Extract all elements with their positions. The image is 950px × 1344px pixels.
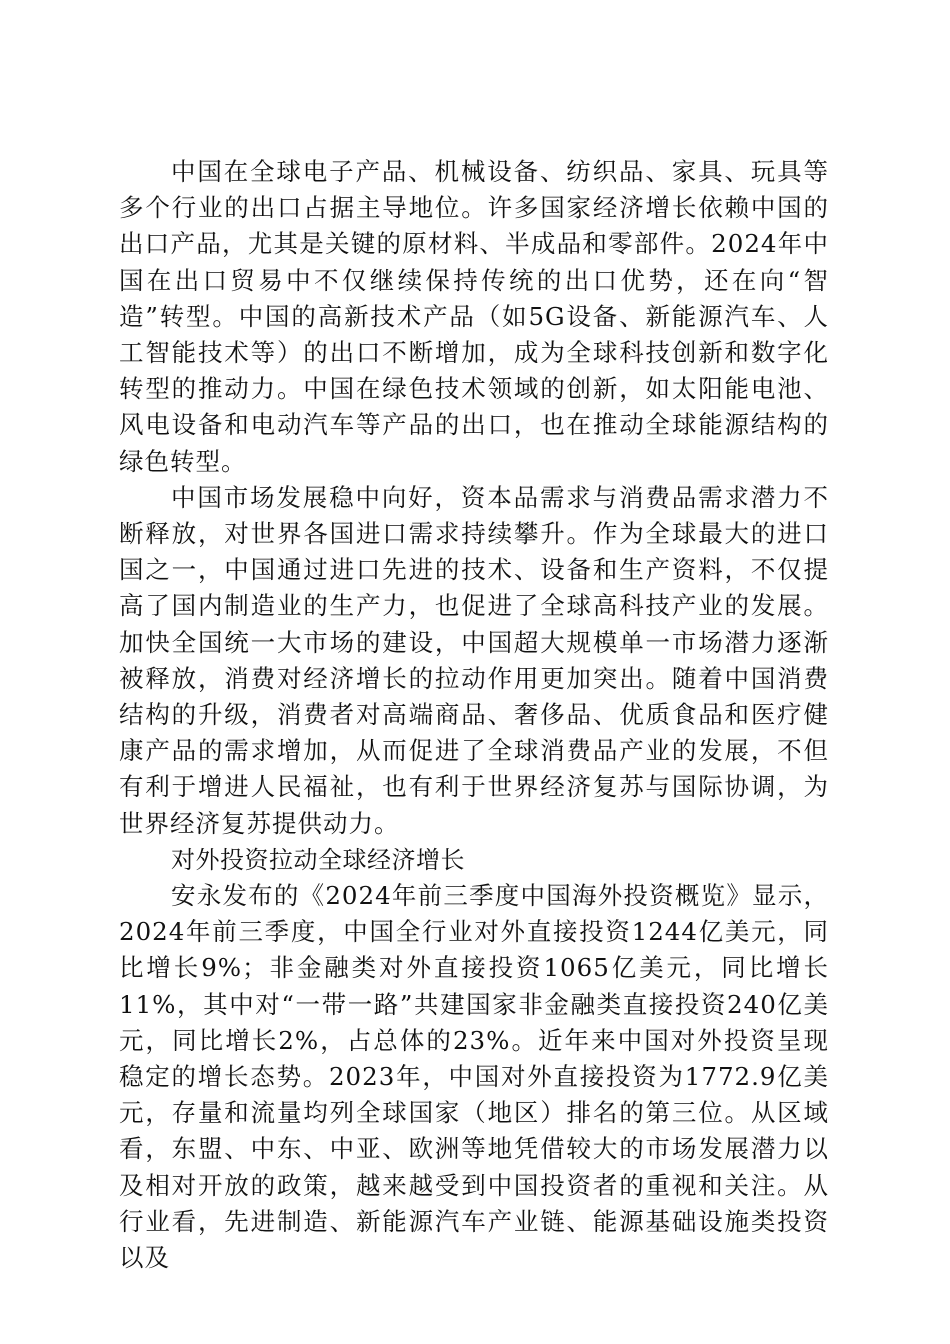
paragraph-import-market: 中国市场发展稳中向好，资本品需求与消费品需求潜力不断释放，对世界各国进口需求持续攀升。作为全球最大的进口国之一，中国通过进口先进的技术、设备和生产资料，不仅提高了国内制造业的生产力，也促进了全球高科技产业的发展。加快全国统一大市场的建设，中国超大规模单一市场潜力逐渐被释放，消费对经济增长的拉动作用更加突出。随着中国消费结构的升级，消费者对高端商品、奢侈品、优质食品和医疗健康产品的需求增加，从而促进了全球消费品产业的发展，不但有利于增进人民福祉，也有利于世界经济复苏与国际协调，为世界经济复苏提供动力。	[119, 482, 829, 838]
document-page	[119, 154, 829, 1276]
paragraph-outbound-investment: 安永发布的《2024年前三季度中国海外投资概览》显示，2024年前三季度，中国全行业对外直接投资1244亿美元，同比增长9%；非金融类对外直接投资1065亿美元，同比增长11%，其中对“一带一路”共建国家非金融类直接投资240亿美元，同比增长2%，占总体的23%。近年来中国对外投资呈现稳定的增长态势。2023年，中国对外直接投资为1772.9亿美元，存量和流量均列全球国家（地区）排名的第三位。从区域看，东盟、中东、中亚、欧洲等地凭借较大的市场发展潜力以及相对开放的政策，越来越受到中国投资者的重视和关注。从行业看，先进制造、新能源汽车产业链、能源基础设施类投资以及	[119, 881, 829, 1273]
paragraph-export-leadership: 中国在全球电子产品、机械设备、纺织品、家具、玩具等多个行业的出口占据主导地位。许多国家经济增长依赖中国的出口产品，尤其是关键的原材料、半成品和零部件。2024年中国在出口贸易中不仅继续保持传统的出口优势，还在向“智造”转型。中国的高新技术产品（如5G设备、新能源汽车、人工智能技术等）的出口不断增加，成为全球科技创新和数字化转型的推动力。中国在绿色技术领域的创新，如太阳能电池、风电设备和电动汽车等产品的出口，也在推动全球能源结构的绿色转型。	[119, 157, 829, 476]
section-heading: 对外投资拉动全球经济增长	[171, 845, 465, 874]
